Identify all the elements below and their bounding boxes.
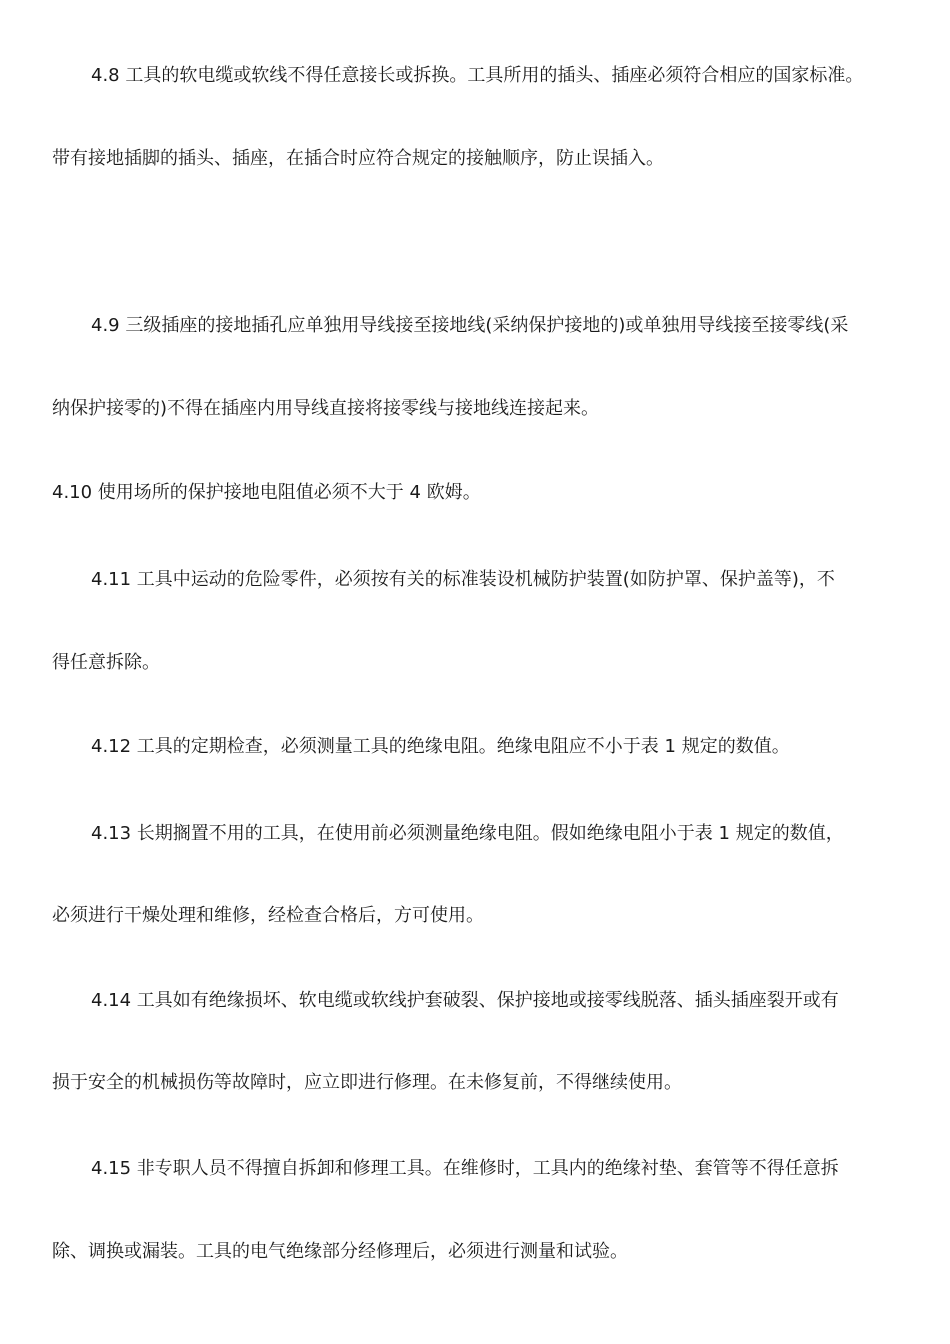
paragraph-4-9-line-1: 4.9 三级插座的接地插孔应单独用导线接至接地线(采纳保护接地的)或单独用导线接至接零线(采 xyxy=(91,315,849,336)
paragraph-4-8-line-1: 4.8 工具的软电缆或软线不得任意接长或拆换。工具所用的插头、插座必须符合相应的国家标准。 xyxy=(91,65,864,86)
paragraph-4-14-line-1: 4.14 工具如有绝缘损坏、软电缆或软线护套破裂、保护接地或接零线脱落、插头插座裂开或有 xyxy=(91,990,839,1011)
paragraph-4-11-line-1: 4.11 工具中运动的危险零件，必须按有关的标准装设机械防护装置(如防护罩、保护盖等)，不 xyxy=(91,569,835,590)
paragraph-4-15-line-1: 4.15 非专职人员不得擅自拆卸和修理工具。在维修时，工具内的绝缘衬垫、套管等不得任意拆 xyxy=(91,1158,839,1179)
paragraph-4-10-line-1: 4.10 使用场所的保护接地电阻值必须不大于 4 欧姆。 xyxy=(52,482,481,503)
paragraph-4-8-line-2: 带有接地插脚的插头、插座，在插合时应符合规定的接触顺序，防止误插入。 xyxy=(52,148,664,169)
paragraph-4-9-line-2: 纳保护接零的)不得在插座内用导线直接将接零线与接地线连接起来。 xyxy=(52,398,600,419)
paragraph-4-15-line-2: 除、调换或漏装。工具的电气绝缘部分经修理后，必须进行测量和试验。 xyxy=(52,1241,628,1262)
paragraph-4-11-line-2: 得任意拆除。 xyxy=(52,652,160,673)
paragraph-4-12-line-1: 4.12 工具的定期检查，必须测量工具的绝缘电阻。绝缘电阻应不小于表 1 规定的数值。 xyxy=(91,736,790,757)
paragraph-4-13-line-1: 4.13 长期搁置不用的工具，在使用前必须测量绝缘电阻。假如绝缘电阻小于表 1 规定的数值， xyxy=(91,823,844,844)
paragraph-4-13-line-2: 必须进行干燥处理和维修，经检查合格后，方可使用。 xyxy=(52,905,484,926)
paragraph-4-14-line-2: 损于安全的机械损伤等故障时，应立即进行修理。在未修复前，不得继续使用。 xyxy=(52,1072,682,1093)
